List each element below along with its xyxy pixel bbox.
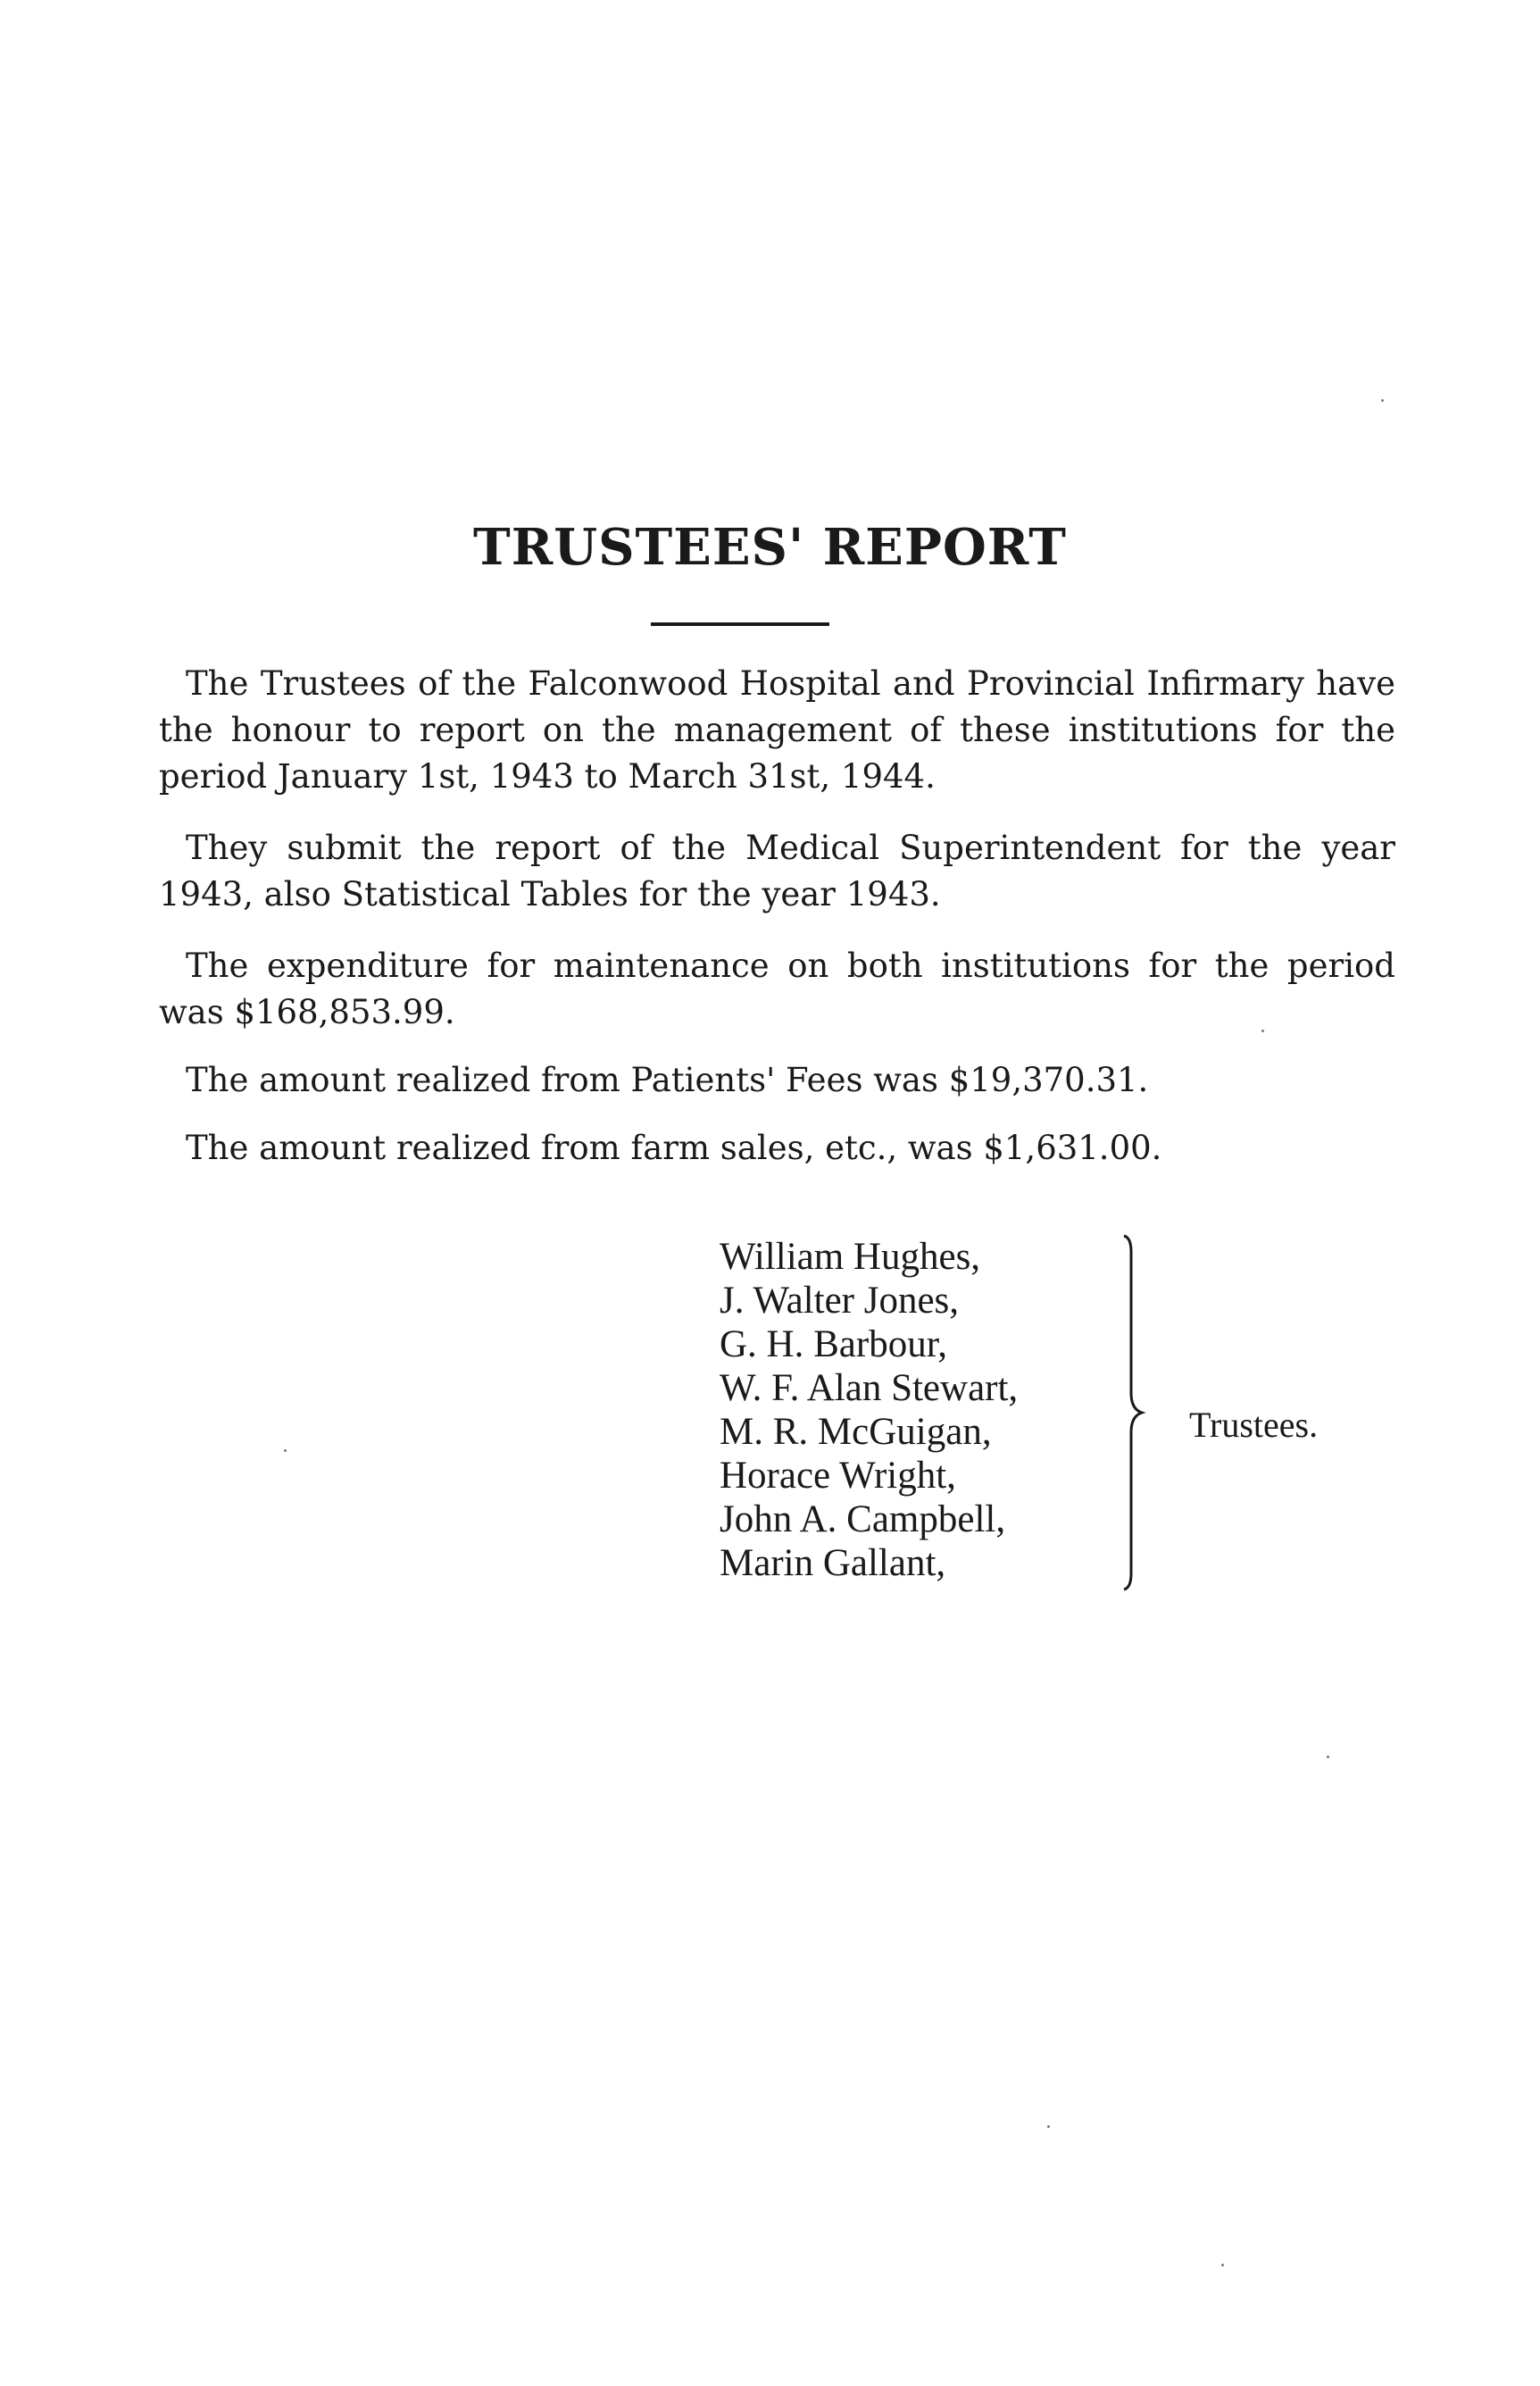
paper-speck bbox=[1047, 2125, 1050, 2128]
paragraph-medical-report: They submit the report of the Medical Superintendent for the year 1943, also Statistical Tables for the year 1943. bbox=[159, 829, 1395, 914]
signatory-name: Horace Wright, bbox=[720, 1455, 956, 1497]
page-title: TRUSTEES' REPORT bbox=[473, 518, 1067, 577]
signatory-name: William Hughes, bbox=[720, 1236, 981, 1278]
paper-speck bbox=[1261, 1030, 1264, 1032]
title-divider bbox=[651, 622, 829, 626]
paragraph-trustees-intro: The Trustees of the Falconwood Hospital and Provincial Infirmary have the honour to report on the management of these institutions for the period January 1st, 1943 to March 31st, 1944. bbox=[159, 664, 1395, 796]
paragraph-expenditure: The expenditure for maintenance on both institutions for the period was $168,853.99. bbox=[159, 947, 1395, 1031]
signatory-name: M. R. McGuigan, bbox=[720, 1411, 992, 1453]
signatory-name: John A. Campbell, bbox=[720, 1498, 1006, 1540]
signatory-name: G. H. Barbour, bbox=[720, 1323, 948, 1365]
paper-speck bbox=[1381, 399, 1384, 402]
paper-speck bbox=[284, 1449, 287, 1452]
paper-speck bbox=[1327, 1756, 1329, 1758]
signatory-name: J. Walter Jones, bbox=[720, 1280, 960, 1322]
trustees-label: Trustees. bbox=[1189, 1405, 1319, 1445]
signatory-name: W. F. Alan Stewart, bbox=[720, 1367, 1019, 1409]
signatory-name: Marin Gallant, bbox=[720, 1542, 946, 1584]
signatory-list bbox=[720, 1235, 1018, 1585]
signatory-brace bbox=[1120, 1234, 1147, 1591]
paper-speck bbox=[1221, 2264, 1224, 2266]
report-body bbox=[159, 661, 1395, 1172]
paragraph-patients-fees: The amount realized from Patients' Fees was $19,370.31. bbox=[186, 1061, 1149, 1099]
paragraph-farm-sales: The amount realized from farm sales, etc., was $1,631.00. bbox=[186, 1129, 1162, 1167]
